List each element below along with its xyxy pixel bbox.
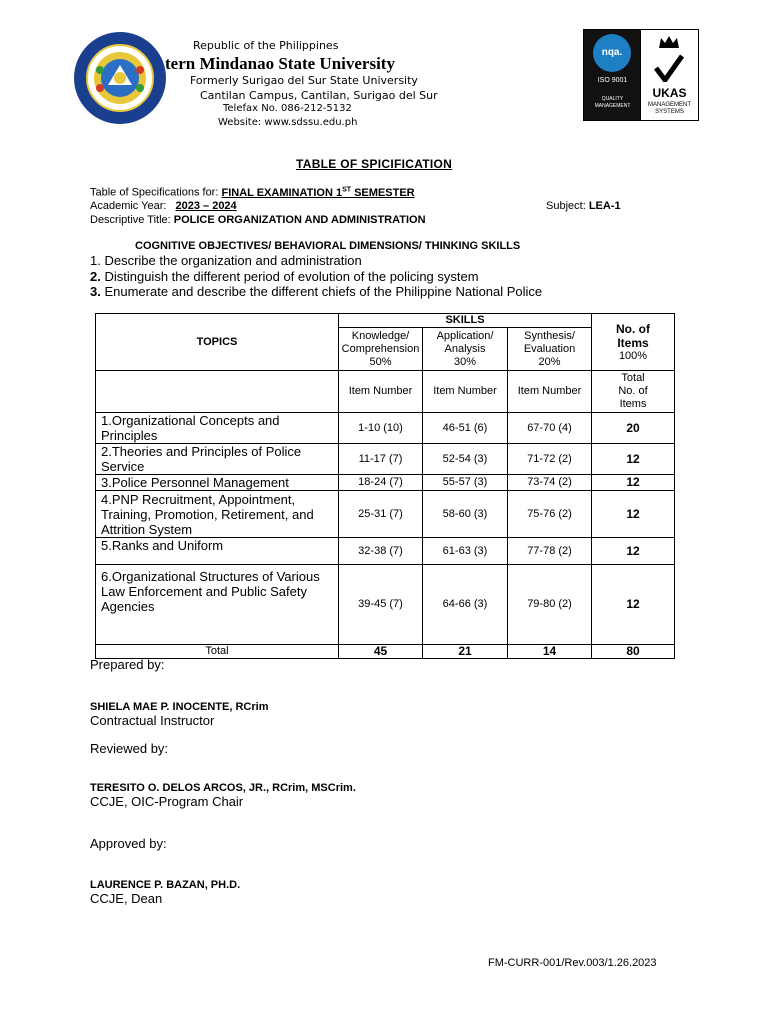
- checkmark-icon: [654, 54, 684, 82]
- iso-certification-logo: [583, 29, 642, 121]
- application-cell: 55-57 (3): [423, 475, 508, 491]
- subject-line: [546, 200, 621, 212]
- objectives-heading: COGNITIVE OBJECTIVES/ BEHAVIORAL DIMENSIONS/ THINKING SKILLS: [135, 240, 521, 252]
- total-label: Total: [96, 645, 339, 659]
- approved-name: LAURENCE P. BAZAN, PH.D.: [90, 879, 241, 891]
- synthesis-cell: 77-78 (2): [508, 538, 592, 565]
- total-row: [96, 645, 675, 659]
- total-application: 21: [423, 645, 508, 659]
- tos-label: Table of Specifications for:: [90, 186, 219, 199]
- subject-label: Subject:: [546, 200, 586, 212]
- approved-label: Approved by:: [90, 836, 167, 851]
- telefax-line: Telefax No. 086-212-5132: [223, 103, 352, 114]
- quality-management-label: QUALITY MANAGEMENT: [594, 96, 631, 109]
- website-line: Website: www.sdssu.edu.ph: [218, 117, 358, 128]
- synthesis-cell: 79-80 (2): [508, 565, 592, 645]
- knowledge-cell: 25-31 (7): [339, 491, 423, 538]
- reviewed-name: TERESITO O. DELOS ARCOS, JR., RCrim, MSCrim.: [90, 782, 356, 794]
- republic-line: Republic of the Philippines: [193, 39, 339, 52]
- synthesis-cell: 71-72 (2): [508, 444, 592, 475]
- application-cell: 46-51 (6): [423, 413, 508, 444]
- prepared-label: Prepared by:: [90, 657, 165, 672]
- specification-table: [95, 313, 675, 659]
- reviewed-label: Reviewed by:: [90, 741, 169, 756]
- topic-cell: 6.Organizational Structures of Various Law Enforcement and Public Safety Agencies: [96, 565, 339, 645]
- page-title: TABLE OF SPICIFICATION: [296, 157, 453, 171]
- no-items-header: No. of Items 100%: [592, 314, 675, 371]
- application-cell: 61-63 (3): [423, 538, 508, 565]
- objective-3: 3. Enumerate and describe the different chiefs of the Philippine National Police: [90, 284, 543, 299]
- knowledge-cell: 39-45 (7): [339, 565, 423, 645]
- topic-cell: 3.Police Personnel Management: [96, 475, 339, 491]
- topic-cell: 2.Theories and Principles of Police Service: [96, 444, 339, 475]
- knowledge-cell: 1-10 (10): [339, 413, 423, 444]
- synthesis-header: Synthesis/ Evaluation 20%: [508, 328, 592, 371]
- no-items-cell: 12: [592, 475, 675, 491]
- skills-header: SKILLS: [339, 314, 592, 328]
- no-items-cell: 12: [592, 538, 675, 565]
- knowledge-cell: 11-17 (7): [339, 444, 423, 475]
- reviewed-title: CCJE, OIC-Program Chair: [90, 794, 244, 809]
- tos-line: [90, 186, 415, 199]
- synthesis-cell: 73-74 (2): [508, 475, 592, 491]
- no-items-cell: 12: [592, 565, 675, 645]
- academic-year-value: 2023 – 2024: [175, 200, 237, 212]
- total-no-items-header: Total No. of Items: [592, 371, 675, 413]
- application-header: Application/ Analysis 30%: [423, 328, 508, 371]
- synthesis-cell: 67-70 (4): [508, 413, 592, 444]
- tos-value: FINAL EXAMINATION 1ST SEMESTER: [221, 186, 415, 199]
- topics-header: TOPICS: [96, 314, 339, 371]
- descriptive-title-label: Descriptive Title:: [90, 214, 171, 226]
- blank-topic-cell: [96, 371, 339, 413]
- academic-year-label: Academic Year:: [90, 200, 167, 212]
- total-items: 80: [592, 645, 675, 659]
- university-seal: [72, 30, 168, 126]
- ukas-label: UKAS: [652, 86, 687, 100]
- table-row: [96, 444, 675, 475]
- formerly-line: Formerly Surigao del Sur State University: [190, 74, 418, 87]
- table-row: [96, 565, 675, 645]
- application-cell: 52-54 (3): [423, 444, 508, 475]
- subject-value: LEA-1: [588, 200, 621, 212]
- campus-line: Cantilan Campus, Cantilan, Surigao del Sur: [200, 89, 438, 102]
- no-items-cell: 12: [592, 491, 675, 538]
- descriptive-title-value: POLICE ORGANIZATION AND ADMINISTRATION: [173, 214, 426, 226]
- objective-1: 1. Describe the organization and administration: [90, 253, 362, 268]
- knowledge-cell: 32-38 (7): [339, 538, 423, 565]
- table-row: [96, 475, 675, 491]
- no-items-cell: 20: [592, 413, 675, 444]
- ukas-logo: [640, 29, 699, 121]
- total-synthesis: 14: [508, 645, 592, 659]
- iso-label: ISO 9001: [597, 77, 628, 84]
- no-items-cell: 12: [592, 444, 675, 475]
- table-row: [96, 538, 675, 565]
- synthesis-cell: 75-76 (2): [508, 491, 592, 538]
- form-code: FM-CURR-001/Rev.003/1.26.2023: [488, 957, 657, 969]
- item-number-header: Item Number: [508, 371, 592, 413]
- approved-title: CCJE, Dean: [90, 891, 163, 906]
- knowledge-cell: 18-24 (7): [339, 475, 423, 491]
- prepared-name: SHIELA MAE P. INOCENTE, RCrim: [90, 701, 269, 713]
- management-systems-label: MANAGEMENT SYSTEMS: [647, 102, 691, 115]
- academic-year-line: [90, 200, 237, 212]
- crown-icon: [658, 34, 680, 50]
- item-number-header: Item Number: [423, 371, 508, 413]
- descriptive-title-line: [90, 214, 426, 226]
- nqa-logo-icon: nqa.: [593, 34, 631, 72]
- item-number-header: Item Number: [339, 371, 423, 413]
- university-name: tern Mindanao State University: [165, 54, 395, 73]
- knowledge-header: Knowledge/ Comprehension 50%: [339, 328, 423, 371]
- topic-cell: 1.Organizational Concepts and Principles: [96, 413, 339, 444]
- application-cell: 58-60 (3): [423, 491, 508, 538]
- topic-cell: 4.PNP Recruitment, Appointment, Training, Promotion, Retirement, and Attrition System: [96, 491, 339, 538]
- objective-2: 2. Distinguish the different period of evolution of the policing system: [90, 269, 479, 284]
- total-knowledge: 45: [339, 645, 423, 659]
- prepared-title: Contractual Instructor: [90, 713, 215, 728]
- table-row: [96, 413, 675, 444]
- table-row: [96, 491, 675, 538]
- application-cell: 64-66 (3): [423, 565, 508, 645]
- topic-cell: 5.Ranks and Uniform: [96, 538, 339, 565]
